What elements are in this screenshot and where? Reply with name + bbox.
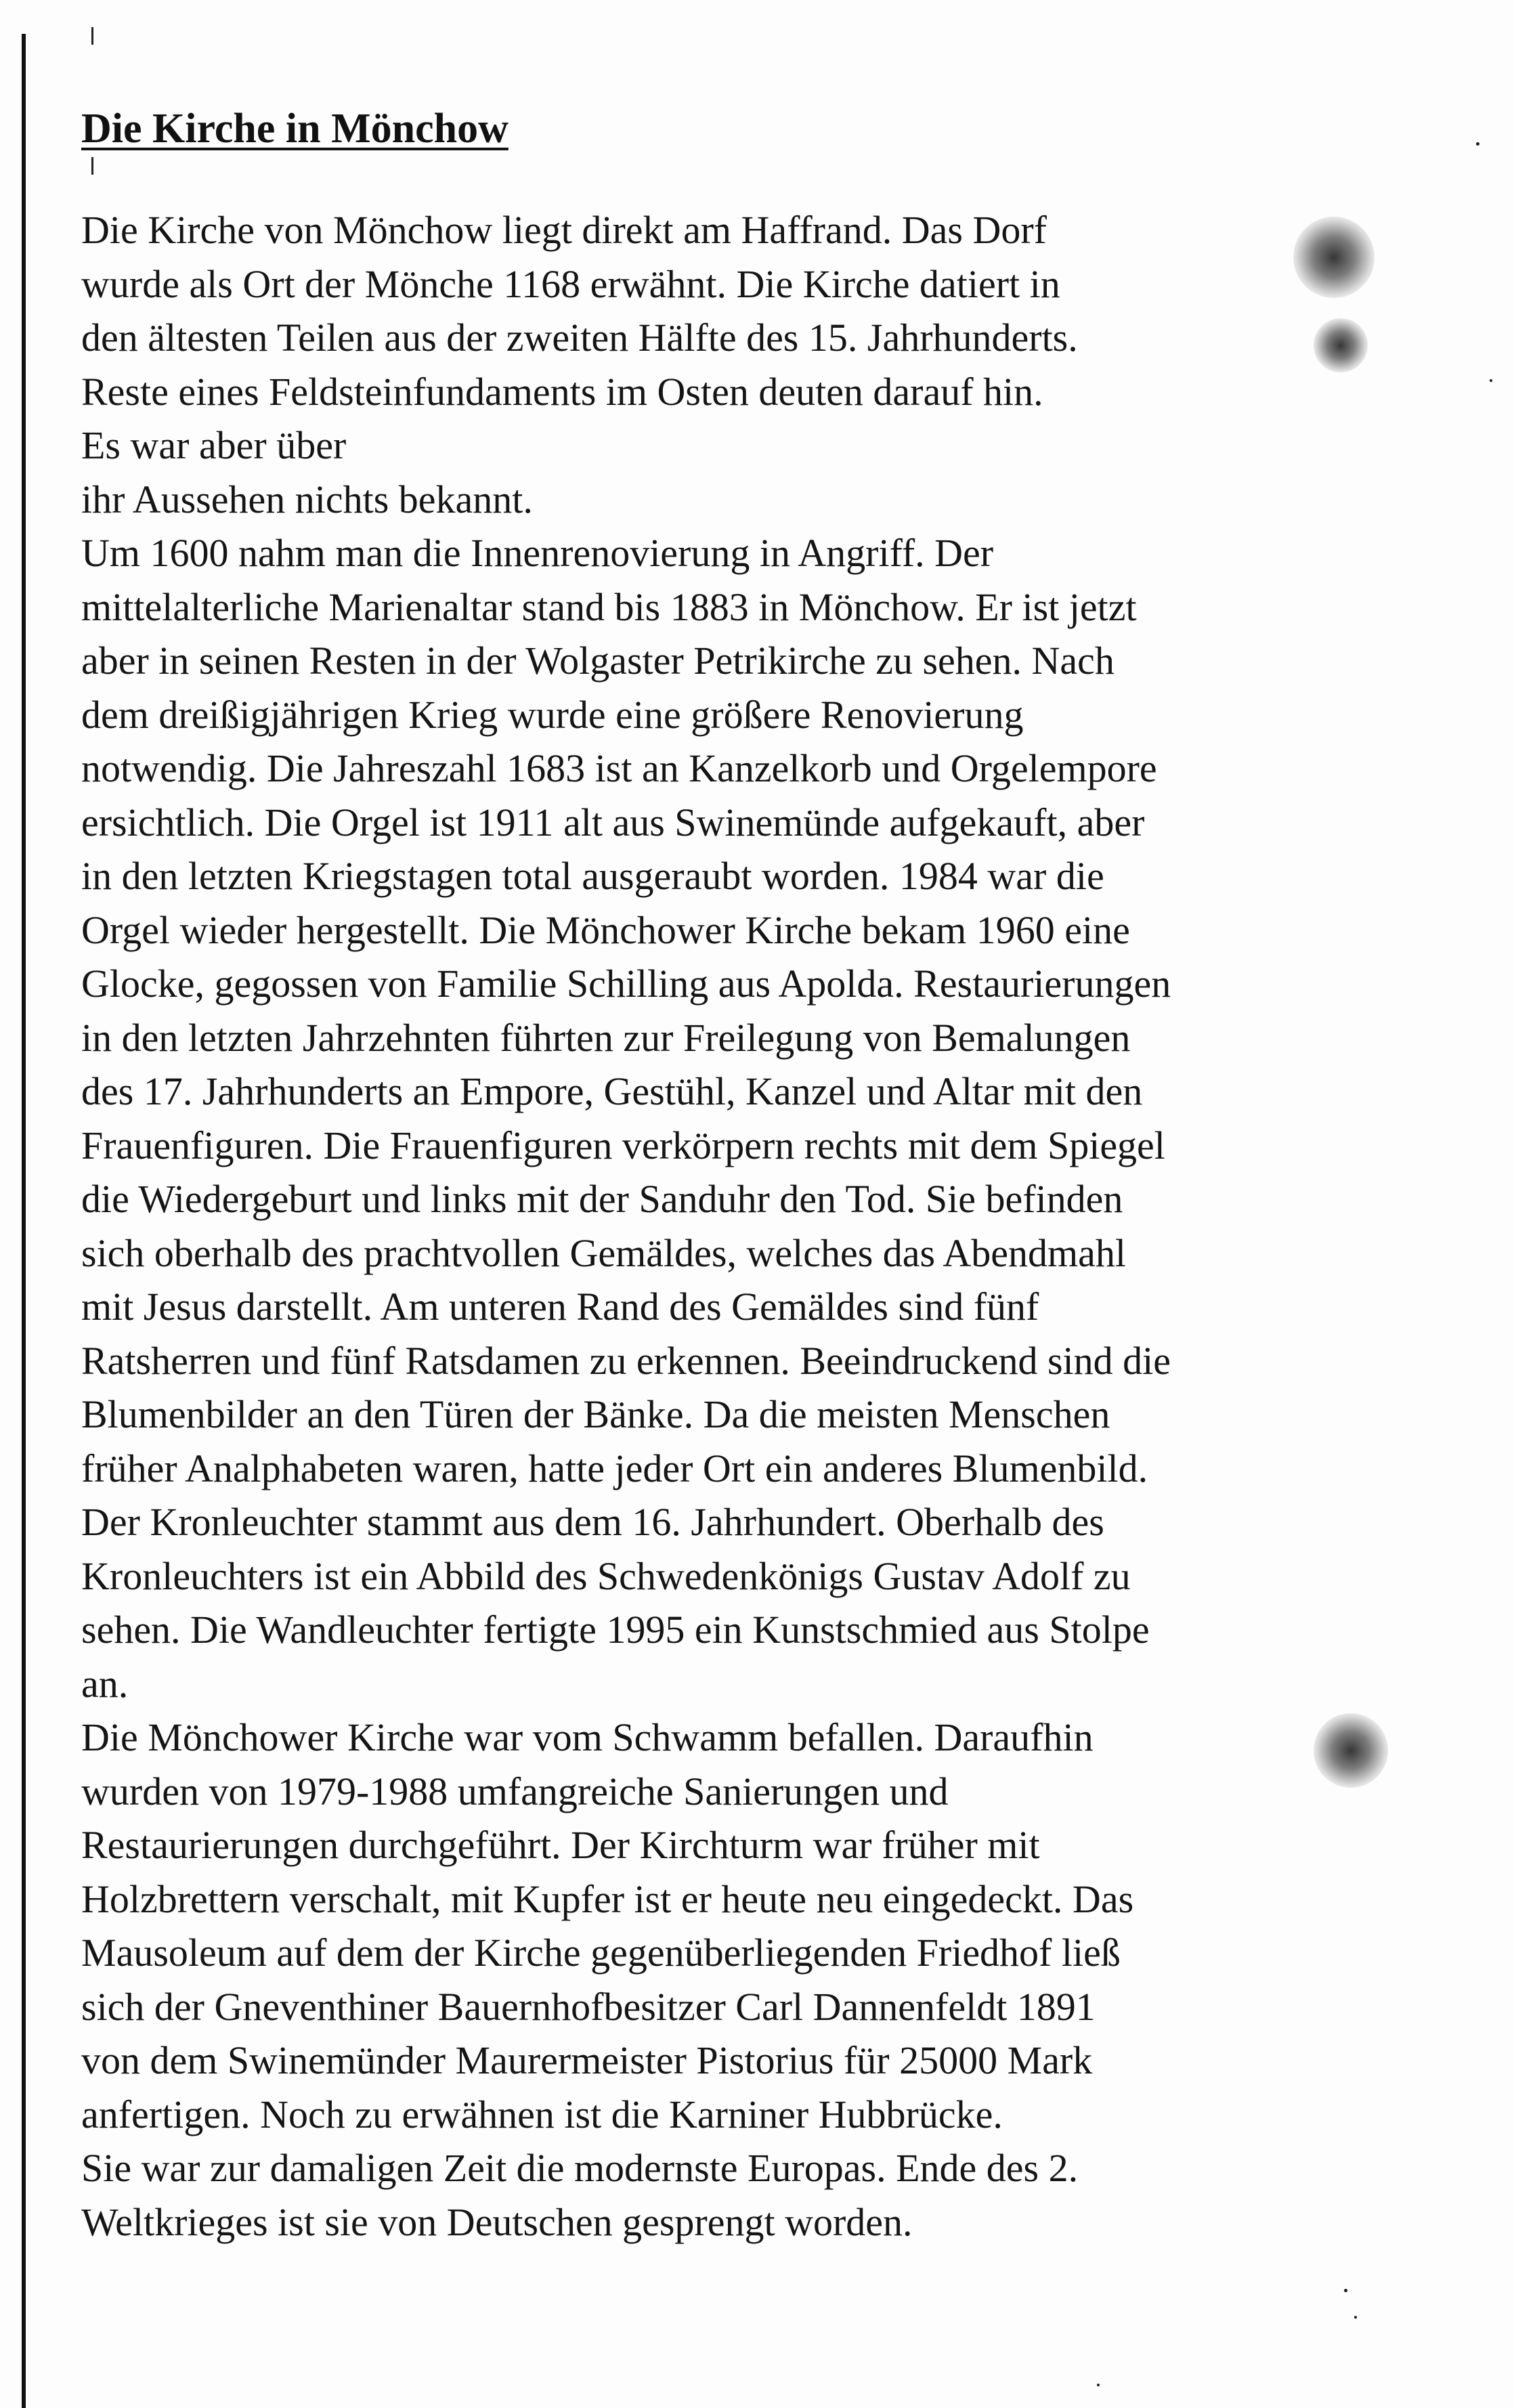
scan-noise-speck xyxy=(1344,2289,1347,2292)
text-line: Um 1600 nahm man die Innenrenovierung in Angriff. Der xyxy=(81,531,994,575)
text-line: wurden von 1979-1988 umfangreiche Sanierungen und xyxy=(81,1769,949,1813)
text-line: Weltkrieges ist sie von Deutschen gesprengt worden. xyxy=(81,2199,913,2244)
text-line: früher Analphabeten waren, hatte jeder Ort ein anderes Blumenbild. xyxy=(81,1446,1148,1490)
text-line: notwendig. Die Jahreszahl 1683 ist an Kanzelkorb und Orgelempore xyxy=(81,746,1157,790)
text-line: Frauenfiguren. Die Frauenfiguren verkörpern rechts mit dem Spiegel xyxy=(81,1123,1165,1167)
text-line: in den letzten Kriegstagen total ausgeraubt worden. 1984 war die xyxy=(81,854,1104,898)
text-line: wurde als Ort der Mönche 1168 erwähnt. Die Kirche datiert in xyxy=(81,261,1060,306)
text-line: dem dreißigjährigen Krieg wurde eine größere Renovierung xyxy=(81,692,1024,737)
text-line: von dem Swinemünder Maurermeister Pistorius für 25000 Mark xyxy=(81,2038,1093,2082)
text-line: Sie war zur damaligen Zeit die modernste Europas. Ende des 2. xyxy=(81,2146,1079,2190)
text-line: Restaurierungen durchgeführt. Der Kirchturm war früher mit xyxy=(81,1823,1040,1867)
text-line: Die Mönchower Kirche war vom Schwamm befallen. Daraufhin xyxy=(81,1715,1094,1759)
scan-noise-speck xyxy=(1476,142,1479,146)
text-line: aber in seinen Resten in der Wolgaster Petrikirche zu sehen. Nach xyxy=(81,639,1115,683)
text-line: mittelalterliche Marienaltar stand bis 1883 in Mönchow. Er ist jetzt xyxy=(81,584,1137,629)
text-line: sich oberhalb des prachtvollen Gemäldes, welches das Abendmahl xyxy=(81,1230,1126,1275)
text-line: Der Kronleuchter stammt aus dem 16. Jahrhundert. Oberhalb des xyxy=(81,1500,1104,1544)
scan-noise-speck xyxy=(1354,2316,1357,2319)
text-line: Es war aber über xyxy=(81,423,347,467)
text-line: Holzbrettern verschalt, mit Kupfer ist er heute neu eingedeckt. Das xyxy=(81,1876,1134,1921)
text-line: sich der Gneventhiner Bauernhofbesitzer Carl Dannenfeldt 1891 xyxy=(81,1984,1096,2029)
text-line: an. xyxy=(81,1661,129,1706)
text-line: ersichtlich. Die Orgel ist 1911 alt aus Swinemünde aufgekauft, aber xyxy=(81,800,1145,844)
text-line: Ratsherren und fünf Ratsdamen zu erkennen. Beeindruckend sind die xyxy=(81,1338,1171,1383)
left-margin-rule xyxy=(22,34,26,2408)
text-line: mit Jesus darstellt. Am unteren Rand des Gemäldes sind fünf xyxy=(81,1285,1039,1329)
text-line: Blumenbilder an den Türen der Bänke. Da die meisten Menschen xyxy=(81,1392,1110,1436)
text-line: die Wiedergeburt und links mit der Sanduhr den Tod. Sie befinden xyxy=(81,1177,1123,1221)
text-line: Mausoleum auf dem der Kirche gegenüberliegenden Friedhof ließ xyxy=(81,1931,1121,1975)
text-line: Orgel wieder hergestellt. Die Mönchower Kirche bekam 1960 eine xyxy=(81,907,1130,952)
text-line: anfertigen. Noch zu erwähnen ist die Karniner Hubbrücke. xyxy=(81,2092,1003,2136)
document-body xyxy=(81,203,1442,2249)
margin-tick-mark xyxy=(91,157,93,175)
document-title: Die Kirche in Mönchow xyxy=(81,106,509,152)
margin-tick-mark xyxy=(91,27,93,45)
text-line: sehen. Die Wandleuchter fertigte 1995 ein Kunstschmied aus Stolpe xyxy=(81,1608,1150,1652)
text-line: in den letzten Jahrzehnten führten zur Freilegung von Bemalungen xyxy=(81,1015,1131,1060)
text-line: Glocke, gegossen von Familie Schilling aus Apolda. Restaurierungen xyxy=(81,962,1171,1006)
text-line: Die Kirche von Mönchow liegt direkt am Haffrand. Das Dorf xyxy=(81,208,1047,252)
text-line: den ältesten Teilen aus der zweiten Hälfte des 15. Jahrhunderts. xyxy=(81,316,1078,360)
text-line: des 17. Jahrhunderts an Empore, Gestühl, Kanzel und Altar mit den xyxy=(81,1069,1143,1113)
text-line: Reste eines Feldsteinfundaments im Osten deuten darauf hin. xyxy=(81,369,1043,414)
text-line: ihr Aussehen nichts bekannt. xyxy=(81,477,533,521)
scan-noise-speck xyxy=(1097,2384,1100,2386)
text-line: Kronleuchters ist ein Abbild des Schwedenkönigs Gustav Adolf zu xyxy=(81,1553,1131,1598)
scan-noise-speck xyxy=(1490,379,1492,382)
